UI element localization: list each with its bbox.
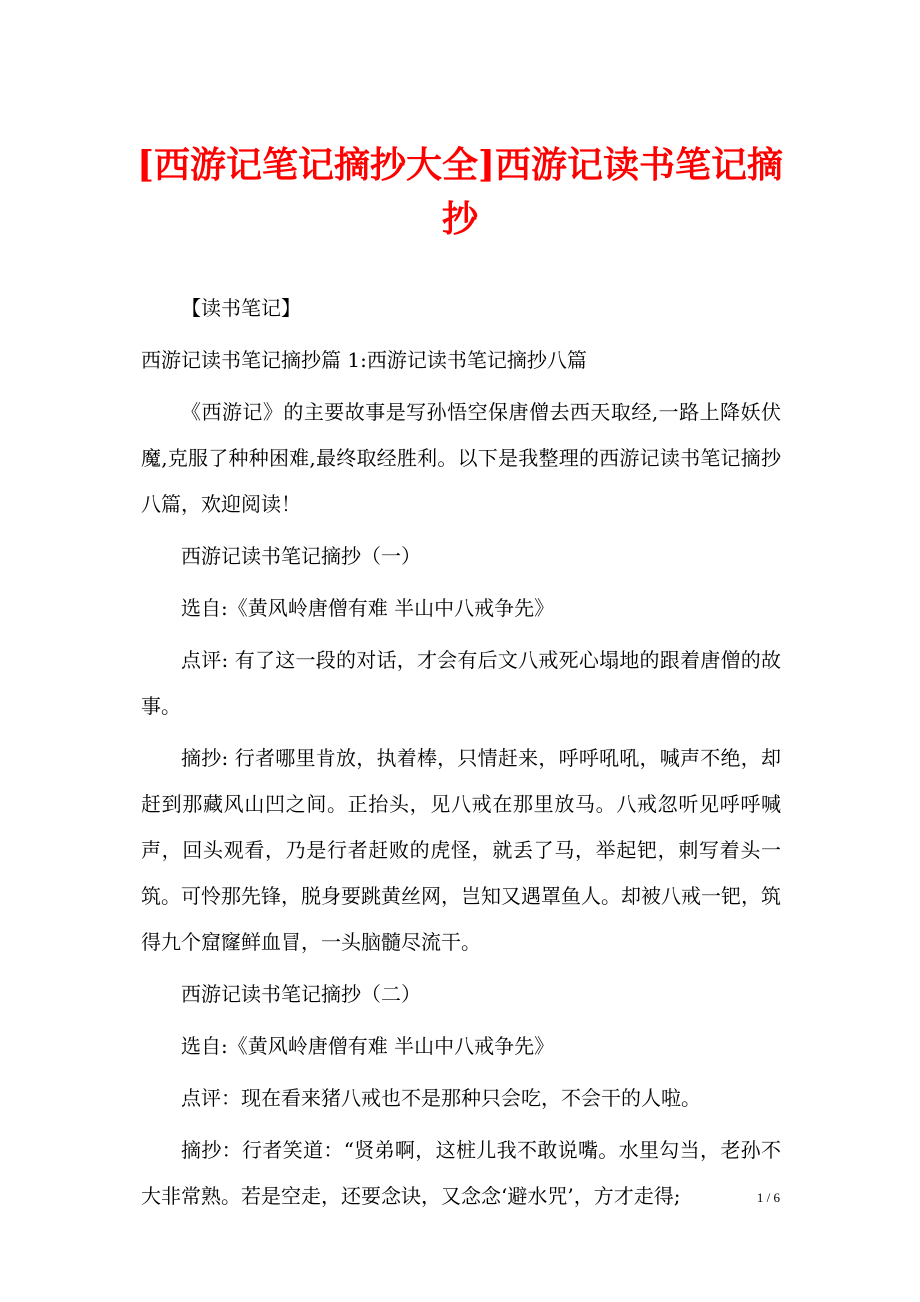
document-title: [西游记笔记摘抄大全]西游记读书笔记摘抄 [136, 144, 784, 240]
excerpt-comment-1: 点评: 有了这一段的对话，才会有后文八戒死心塌地的跟着唐僧的故事。 [141, 648, 781, 718]
section-heading: 【读书笔记】 [181, 296, 301, 320]
page-number: 1 / 6 [756, 1190, 780, 1205]
excerpt-source-1: 选自:《黄风岭唐僧有难 半山中八戒争先》 [181, 596, 555, 620]
excerpt-heading-1: 西游记读书笔记摘抄（一） [181, 544, 421, 568]
excerpt-comment-2: 点评：现在看来猪八戒也不是那种只会吃，不会干的人啦。 [181, 1086, 701, 1110]
document-body [141, 285, 781, 1225]
excerpt-heading-2: 西游记读书笔记摘抄（二） [181, 982, 421, 1006]
intro-paragraph: 《西游记》的主要故事是写孙悟空保唐僧去西天取经,一路上降妖伏魔,克服了种种困难,最终取经胜利。以下是我整理的西游记读书笔记摘抄八篇，欢迎阅读！ [141, 400, 781, 516]
excerpt-source-2: 选自:《黄风岭唐僧有难 半山中八戒争先》 [181, 1034, 555, 1058]
excerpt-text-1: 摘抄: 行者哪里肯放，执着棒，只情赶来，呼呼吼吼，喊声不绝，却赶到那藏风山凹之间。正抬头，见八戒在那里放马。八戒忽听见呼呼喊声，回头观看，乃是行者赶败的虎怪，就丢了马，举起钯，刺写着头一筑。可怜那先锋，脱身要跳黄丝网，岂知又遇罩鱼人。却被八戒一钯，筑得九个窟窿鲜血冒，一头脑髓尽流干。 [141, 746, 781, 954]
article-subtitle: 西游记读书笔记摘抄篇 1:西游记读书笔记摘抄八篇 [141, 348, 587, 372]
excerpt-text-2: 摘抄：行者笑道：“贤弟啊，这桩儿我不敢说嘴。水里勾当，老孙不大非常熟。若是空走，还要念诀，又念念‘避水咒’，方才走得; [141, 1138, 781, 1208]
